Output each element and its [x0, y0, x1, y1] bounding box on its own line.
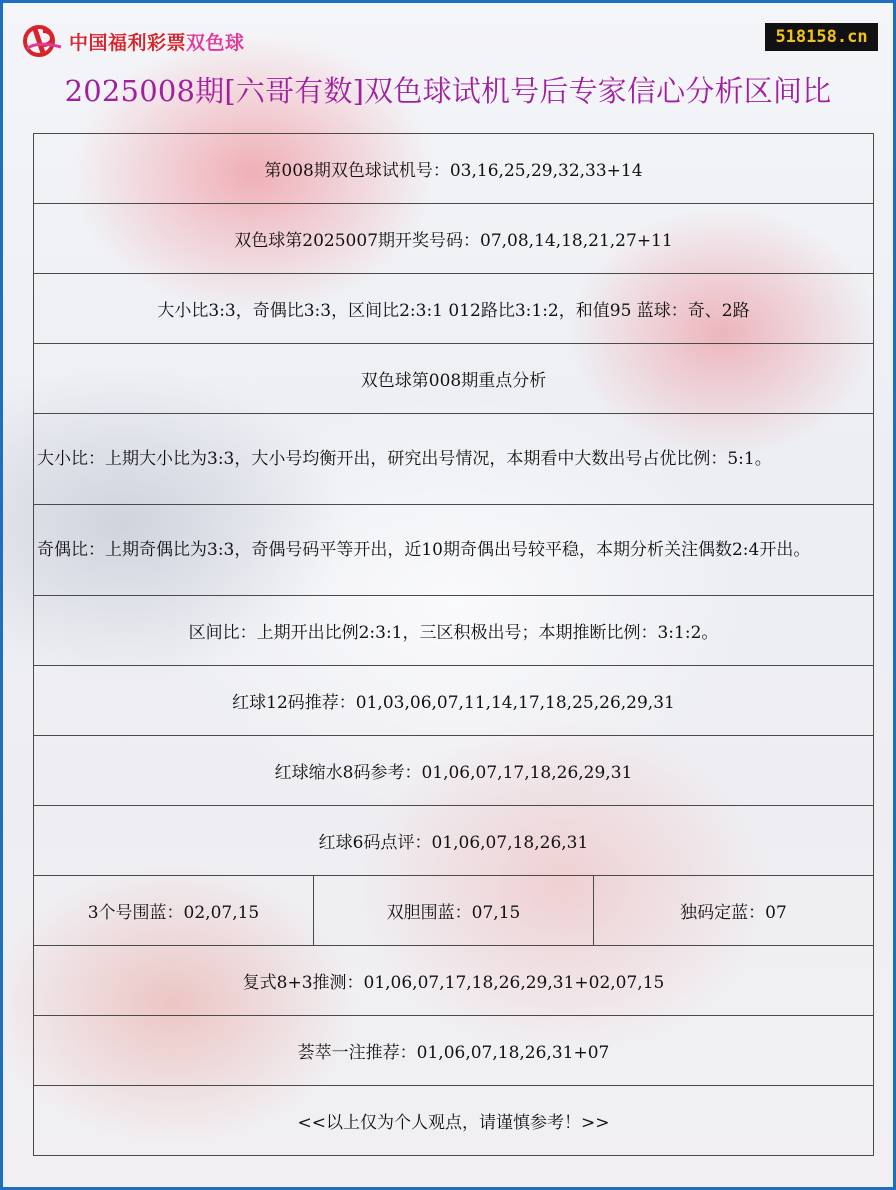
size-ratio-analysis-cell: 大小比：上期大小比为3:3，大小号均衡开出，研究出号情况，本期看中大数出号占优比例：5:1。 [34, 414, 874, 504]
table-row [34, 1086, 874, 1156]
table-row [34, 344, 874, 414]
previous-draw-cell: 双色球第2025007期开奖号码：07,08,14,18,21,27+11 [34, 204, 874, 273]
table-row [34, 596, 874, 666]
table-row [34, 1016, 874, 1086]
odd-even-analysis-cell: 奇偶比：上期奇偶比为3:3，奇偶号码平等开出，近10期奇偶出号较平稳，本期分析关注偶数2:4开出。 [34, 505, 874, 595]
blue-3-pick-cell: 3个号围蓝：02,07,15 [34, 876, 314, 945]
table-row [34, 505, 874, 596]
table-row [34, 806, 874, 876]
disclaimer-cell: <<以上仅为个人观点，请谨慎参考！>> [34, 1086, 874, 1155]
lottery-logo[interactable] [21, 23, 245, 59]
red-12-recommend-cell: 红球12码推荐：01,03,06,07,11,14,17,18,25,26,29,31 [34, 666, 874, 735]
table-row [34, 134, 874, 204]
logo-text-accent: 双色球 [186, 31, 245, 54]
logo-text-main: 中国福利彩票 [69, 31, 187, 54]
single-ticket-recommend-cell: 荟萃一注推荐：01,06,07,18,26,31+07 [34, 1016, 874, 1085]
table-row [34, 414, 874, 505]
site-badge[interactable]: 518158.cn [765, 23, 878, 51]
section-heading-cell: 双色球第008期重点分析 [34, 344, 874, 413]
red-6-review-cell: 红球6码点评：01,06,07,18,26,31 [34, 806, 874, 875]
ratio-summary-cell: 大小比3:3，奇偶比3:3，区间比2:3:1 012路比3:1:2，和值95 蓝球：奇、2路 [34, 274, 874, 343]
blue-1-pick-cell: 独码定蓝：07 [594, 876, 874, 945]
table-row [34, 876, 874, 946]
red-8-reference-cell: 红球缩水8码参考：01,06,07,17,18,26,29,31 [34, 736, 874, 805]
analysis-table [33, 133, 874, 1156]
table-row [34, 204, 874, 274]
welfare-lottery-logo-icon [21, 23, 65, 59]
zone-ratio-analysis-cell: 区间比：上期开出比例2:3:1，三区积极出号；本期推断比例：3:1:2。 [34, 596, 874, 665]
test-number-cell: 第008期双色球试机号：03,16,25,29,32,33+14 [34, 134, 874, 203]
logo-text [69, 28, 245, 55]
table-row [34, 274, 874, 344]
table-row [34, 946, 874, 1016]
compound-8-3-cell: 复式8+3推测：01,06,07,17,18,26,29,31+02,07,15 [34, 946, 874, 1015]
table-row [34, 736, 874, 806]
page-title: 2025008期[六哥有数]双色球试机号后专家信心分析区间比 [64, 74, 832, 108]
blue-2-pick-cell: 双胆围蓝：07,15 [314, 876, 594, 945]
table-row [34, 666, 874, 736]
